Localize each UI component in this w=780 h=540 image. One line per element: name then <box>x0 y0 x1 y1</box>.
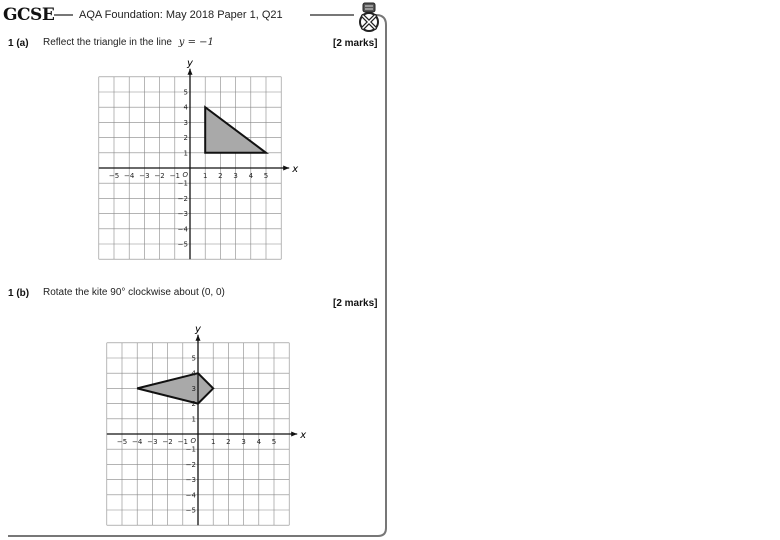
coordinate-grid-a <box>90 58 305 268</box>
question-number-b: 1 (b) <box>8 288 30 299</box>
paper-title: AQA Foundation: May 2018 Paper 1, Q21 <box>79 9 283 21</box>
x-tick-label: −3 <box>147 438 158 446</box>
marks-a: [2 marks] <box>333 38 378 49</box>
y-tick-label: −3 <box>177 210 188 219</box>
origin-label: O <box>190 437 196 445</box>
y-axis-arrow-icon <box>188 69 193 75</box>
y-tick-label: 1 <box>191 415 196 424</box>
y-tick-label: 4 <box>183 103 188 112</box>
y-tick-label: −5 <box>185 506 196 515</box>
y-tick-label: −2 <box>185 460 196 469</box>
y-axis-label: y <box>195 323 201 335</box>
x-tick-label: −4 <box>124 172 135 180</box>
question-text-a-words: Reflect the triangle in the line <box>43 37 172 48</box>
x-tick-label: −1 <box>177 438 188 446</box>
x-tick-label: −3 <box>139 172 150 180</box>
y-tick-label: −2 <box>177 194 188 203</box>
y-tick-label: 5 <box>191 354 196 363</box>
y-axis-arrow-icon <box>196 335 201 341</box>
question-text-b: Rotate the kite 90° clockwise about (0, 0) <box>43 287 225 298</box>
x-tick-label: −5 <box>108 172 120 180</box>
y-tick-label: −1 <box>185 445 196 454</box>
y-tick-label: 3 <box>183 118 188 127</box>
x-tick-label: 4 <box>248 172 254 180</box>
x-tick-label: 2 <box>218 172 223 180</box>
x-tick-label: −2 <box>162 438 173 446</box>
x-tick-label: 1 <box>202 172 208 180</box>
y-axis-label: y <box>187 58 193 69</box>
x-tick-label: −1 <box>169 172 180 180</box>
y-tick-label: 2 <box>191 400 196 409</box>
x-tick-label: −4 <box>132 438 143 446</box>
brand-logo: GCSE <box>3 5 55 25</box>
marks-b: [2 marks] <box>333 298 378 309</box>
x-tick-label: 3 <box>233 172 238 180</box>
coordinate-grid-b <box>98 323 313 533</box>
x-axis-label: x <box>292 164 299 175</box>
question-math-a: y = −1 <box>178 37 214 48</box>
x-tick-label: 3 <box>241 438 246 446</box>
y-tick-label: −3 <box>185 476 196 485</box>
y-tick-label: 3 <box>191 384 196 393</box>
x-tick-label: −2 <box>154 172 165 180</box>
y-tick-label: 2 <box>183 134 188 143</box>
x-axis-arrow-icon <box>291 432 297 437</box>
question-text-a <box>43 37 214 48</box>
y-tick-label: −1 <box>177 179 188 188</box>
origin-label: O <box>182 171 188 179</box>
x-tick-label: 2 <box>226 438 231 446</box>
y-tick-label: −4 <box>185 491 196 500</box>
exam-badge-icon <box>356 2 382 34</box>
y-tick-label: 5 <box>183 88 188 97</box>
y-tick-label: −5 <box>177 240 188 249</box>
y-tick-label: 1 <box>183 149 188 158</box>
x-tick-label: 4 <box>256 438 262 446</box>
question-number-a: 1 (a) <box>8 38 29 49</box>
x-tick-label: 5 <box>271 438 277 446</box>
y-tick-label: 4 <box>191 369 196 378</box>
y-tick-label: −4 <box>177 225 188 234</box>
x-tick-label: 5 <box>263 172 269 180</box>
x-axis-label: x <box>300 430 307 441</box>
shape-kite <box>137 373 213 403</box>
x-tick-label: 1 <box>210 438 216 446</box>
x-tick-label: −5 <box>116 438 128 446</box>
x-axis-arrow-icon <box>283 166 289 171</box>
